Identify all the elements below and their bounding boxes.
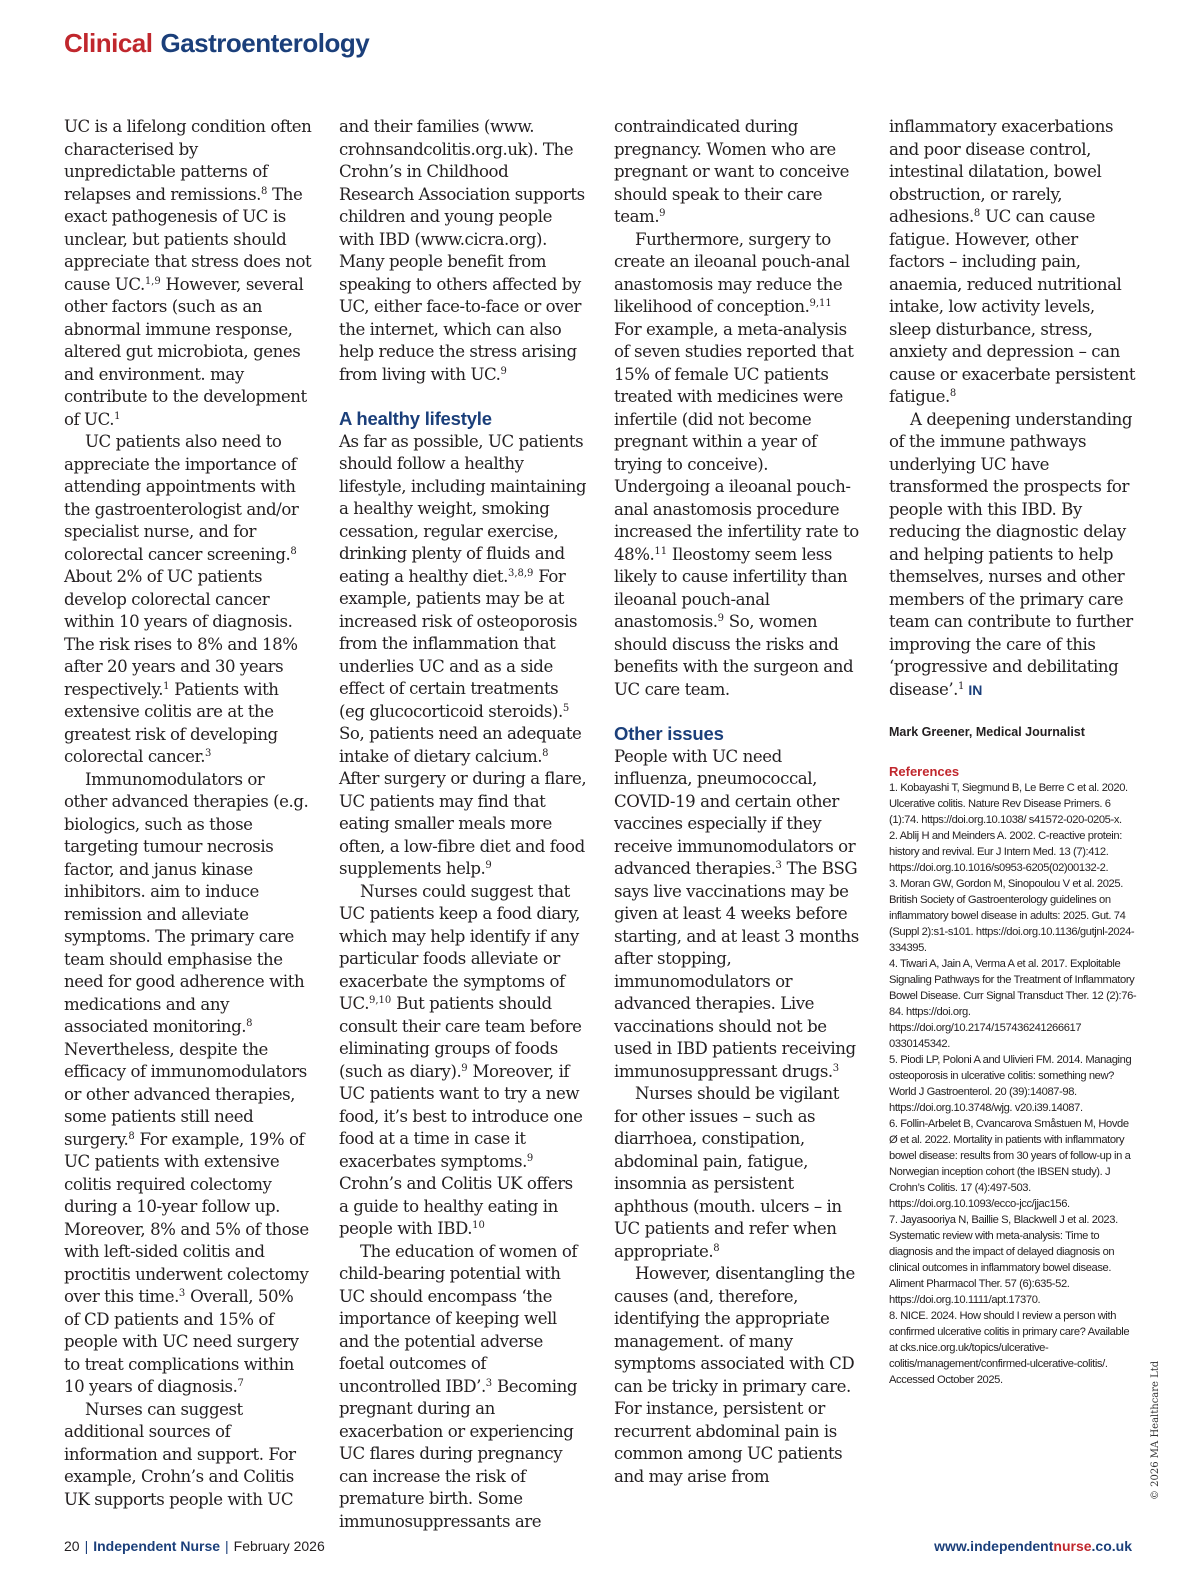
end-mark-logo: IN [968,681,983,698]
references-list [889,780,1137,1388]
article-column-1 [64,116,312,1511]
paragraph: Nurses can suggest additional sources of information and support. For example, Crohn’s and Colitis UK supports people with UC [64,1399,296,1509]
page-number: 20 [64,1538,80,1554]
paragraph: and their families (www. crohnsandcolitis.org.uk). The Crohn’s in Childhood Research Association supports children and young people with IBD (www.cicra.org). Many people benefit from speaking to others affected by UC, either face-to-face or over the internet, which can also help reduce the stress arising from living with UC.$^9$ [339,117,585,384]
reference-item: 1. Kobayashi T, Siegmund B, Le Berre C et al. 2020. Ulcerative colitis. Nature Rev Disease Primers. 6 (1):74. https://doi.org.10.1038/ s41572-020-0205-x. [889,781,1128,826]
paragraph: inflammatory exacerbations and poor disease control, intestinal dilatation, bowel obstruction, or rarely, adhesions.$^8$ UC can cause fatigue. However, other factors – including pain, anaemia, reduced nutritional intake, low activity levels, sleep disturbance, stress, anxiety and depression – can cause or exacerbate persistent fatigue.$^8$ [889,117,1136,406]
footer-separator: | [84,1538,89,1554]
article-column-2 [339,116,587,1533]
reference-item: 6. Follin-Arbelet B, Cvancarova Småstuen M, Hovde Ø et al. 2022. Mortality in patients with inflammatory bowel disease: results from 30 years of follow-up in a Norwegian inception cohort (the IBSEN study). J Crohn’s Colitis. 17 (4):497-503. https://doi.org.10.1093/ecco-jcc/jjac156. [889,1117,1131,1210]
copyright-notice: © 2026 MA Healthcare Ltd [1150,1360,1161,1500]
paragraph: Immunomodulators or other advanced therapies (e.g. biologics, such as those targeting tumour necrosis factor, and janus kinase inhibitors. aim to induce remission and alleviate symptoms. The primary care team should emphasise the need for good adherence with medications and any associated monitoring.$^8$ Nevertheless, despite the efficacy of immunomodulators or other advanced therapies, some patients still need surgery.$^8$ For example, 19% of UC patients with extensive colitis required colectomy during a 10-year follow up. Moreover, 8% and 5% of those with left-sided colitis and proctitis underwent colectomy over this time.$^3$ Overall, 50% of CD patients and 15% of people with UC need surgery to treat complications within 10 years of diagnosis.$^7$ [64,769,309,1396]
paragraph: The education of women of child-bearing potential with UC should encompass ‘the importance of keeping well and the potential adverse foetal outcomes of uncontrolled IBD’.$^3$ Becoming pregnant during an exacerbation or experiencing UC flares during pregnancy can increase the risk of premature birth. Some immunosuppressants are [339,1241,578,1531]
reference-item: 5. Piodi LP, Poloni A and Ulivieri FM. 2014. Managing osteoporosis in ulcerative colitis: something new? World J Gastroenterol. 20 (39):14087-98. https://doi.org.10.3748/wjg. v20.i39.14087. [889,1053,1132,1114]
paragraph: Nurses could suggest that UC patients keep a food diary, which may help identify if any particular foods alleviate or exacerbate the symptoms of UC.$^{9,10}$ But patients should consult their care team before eliminating groups of foods (such as diary).$^9$ Moreover, if UC patients want to try a new food, it’s best to introduce one food at a time in case it exacerbates symptoms.$^9$ Crohn’s and Colitis UK offers a guide to healthy eating in people with IBD.$^{10}$ [339,881,583,1238]
publication-name-suffix: Nurse [180,1538,221,1554]
paragraph: As far as possible, UC patients should follow a healthy lifestyle, including maintaining a healthy weight, smoking cessation, regular exercise, drinking plenty of fluids and eating a healthy diet.$^{3,8,9}$ For example, patients may be at increased risk of osteoporosis from the inflammation that underlies UC and as a side effect of certain treatments (eg glucocorticoid steroids).$^5$ So, patients need an adequate intake of dietary calcium.$^8$ After surgery or during a flare, UC patients may find that eating smaller meals more often, a low-fibre diet and food supplements help.$^9$ [339,431,587,878]
paragraph: UC patients also need to appreciate the importance of attending appointments with the gastroenterologist and/or specialist nurse, and for colorectal cancer screening.$^8$ About 2% of UC patients develop colorectal cancer within 10 years of diagnosis. The risk rises to 8% and 18% after 20 years and 30 years respectively.$^1$ Patients with extensive colitis are at the greatest risk of developing colorectal cancer.$^3$ [64,432,299,766]
article-column-3 [614,116,862,1488]
paragraph: Nurses should be vigilant for other issues – such as diarrhoea, constipation, abdominal pain, fatigue, insomnia as persistent aphthous (mouth. ulcers – in UC patients and refer when appropriate.$^8$ [614,1084,842,1261]
footer-separator: | [225,1538,229,1554]
section-heading: Other issues [614,723,724,744]
section-label: Gastroenterology [160,28,370,58]
paragraph: However, disentangling the causes (and, therefore, identifying the appropriate management. of many symptoms associated with CD can be tricky in primary care. For instance, persistent or recurrent abdominal pain is common among UC patients and may arise from [614,1264,855,1486]
website-link[interactable]: www.independentnurse.co.uk [934,1538,1132,1554]
section-heading: A healthy lifestyle [339,408,492,429]
author-byline: Mark Greener, Medical Journalist [889,725,1085,739]
paragraph: contraindicated during pregnancy. Women who are pregnant or want to conceive should speak to their care team.$^9$ [614,117,850,226]
issue-date: February 2026 [233,1538,325,1554]
paragraph: Furthermore, surgery to create an ileoanal pouch-anal anastomosis may reduce the likelihood of conception.$^{9,11}$ For example, a meta-analysis of seven studies reported that 15% of female UC patients treated with medicines were infertile (did not become pregnant within a year of trying to conceive). Undergoing a ileoanal pouch-anal anastomosis procedure increased the infertility rate to 48%.$^{11}$ Ileostomy seem less likely to cause infertility than ileoanal pouch-anal anastomosis.$^9$ So, women should discuss the risks and benefits with the surgeon and UC care team. [614,229,859,699]
reference-item: 7. Jayasooriya N, Baillie S, Blackwell J et al. 2023. Systematic review with meta-analysis: Time to diagnosis and the impact of delayed diagnosis on clinical outcomes in inflammatory bowel disease. Aliment Pharmacol Ther. 57 (6):635-52. https://doi.org.10.1111/apt.17370. [889,1213,1118,1306]
category-label: Clinical [64,28,153,58]
article-column-4 [889,116,1137,1388]
reference-item: 4. Tiwari A, Jain A, Verma A et al. 2017. Exploitable Signaling Pathways for the Treatment of Inflammatory Bowel Disease. Curr Signal Transduct Ther. 12 (2):76-84. https://doi.org. https://doi.org/10.2174/157436241266617 0330145342. [889,957,1137,1050]
footer-left [64,1538,325,1554]
reference-item: 2. Ablij H and Meinders A. 2002. C-reactive protein: history and revival. Eur J Intern Med. 13 (7):412. https://doi.org.10.1016/s0953-6205(02)00132-2. [889,829,1122,874]
reference-item: 8. NICE. 2024. How should I review a person with confirmed ulcerative colitis in primary care? Available at cks.nice.org.uk/topics/ulcerative-colitis/management/confirmed-ulcerative-colitis/. Accessed October 2025. [889,1309,1130,1386]
reference-item: 3. Moran GW, Gordon M, Sinopoulou V et al. 2025. British Society of Gastroenterology guidelines on inflammatory bowel disease in adults: 2025. Gut. 74 (Suppl 2):s1-s101. https://doi.org.10.1136/gutjnl-2024-334395. [889,877,1135,954]
paragraph: UC is a lifelong condition often characterised by unpredictable patterns of relapses and remissions.$^8$ The exact pathogenesis of UC is unclear, but patients should appreciate that stress does not cause UC.$^{1,9}$ However, several other factors (such as an abnormal immune response, altered gut microbiota, genes and environment. may contribute to the development of UC.$^1$ [64,117,312,429]
paragraph: A deepening understanding of the immune pathways underlying UC have transformed the prospects for people with this IBD. By reducing the diagnostic delay and helping patients to help themselves, nurses and other members of the primary care team can contribute to further improving the care of this ‘progressive and debilitating disease’.$^1$ IN [889,409,1133,699]
publication-name: Independent [93,1538,177,1554]
references-heading: References [889,763,960,779]
page-header [64,28,369,59]
paragraph: People with UC need influenza, pneumococcal, COVID-19 and certain other vaccines especially if they receive immunomodulators or advanced therapies.$^3$ The BSG says live vaccinations may be given at least 4 weeks before starting, and at least 3 months after stopping, immunomodulators or advanced therapies. Live vaccinations should not be used in IBD patients receiving immunosuppressant drugs.$^3$ [614,746,859,1081]
